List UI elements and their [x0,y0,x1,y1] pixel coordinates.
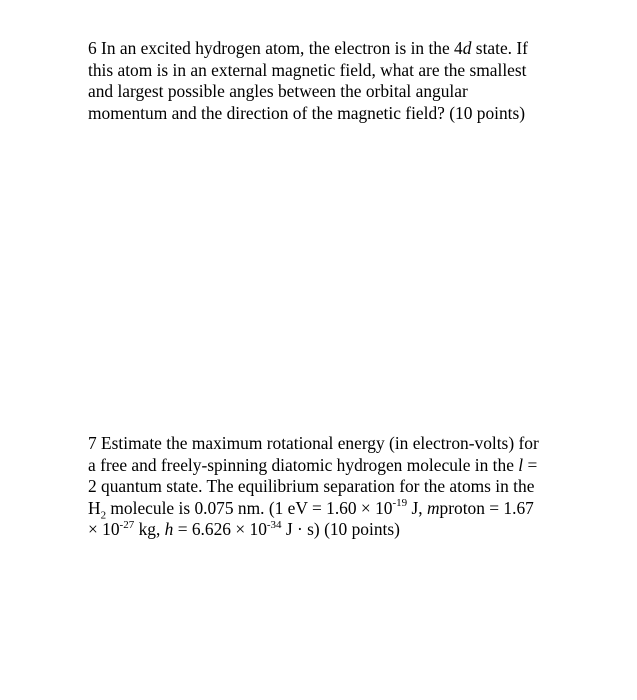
q7-line-1: 7 Estimate the maximum rotational energy (in electron-volts) for [88,433,539,453]
q6-line-2: this atom is in an external magnetic field, what are the smallest [88,59,527,80]
q7-line-4: $H_2$ molecule is 0.075 nm. (1 eV = $1.60 \times 10^{-19}$ J, mproton = 1.67 [88,496,534,522]
q7-line-3: 2 quantum state. The equilibrium separation for the atoms in the [88,476,535,497]
q6-line-4: momentum and the direction of the magnetic field? (10 points) [88,102,526,123]
q7-line-5: × $10^{-27}$ kg, $h = 6.626 \times 10^{-34}$ J · s) (10 points) [88,518,400,540]
question-6 [88,38,588,124]
q7-line-2: a free and freely-spinning diatomic hydrogen molecule in the l = [88,454,538,475]
question-7 [88,433,588,541]
q6-line-1: 6 In an excited hydrogen atom, the electron is in the 4d state. If [88,38,528,58]
q6-line-3: and largest possible angles between the orbital angular [88,81,468,102]
